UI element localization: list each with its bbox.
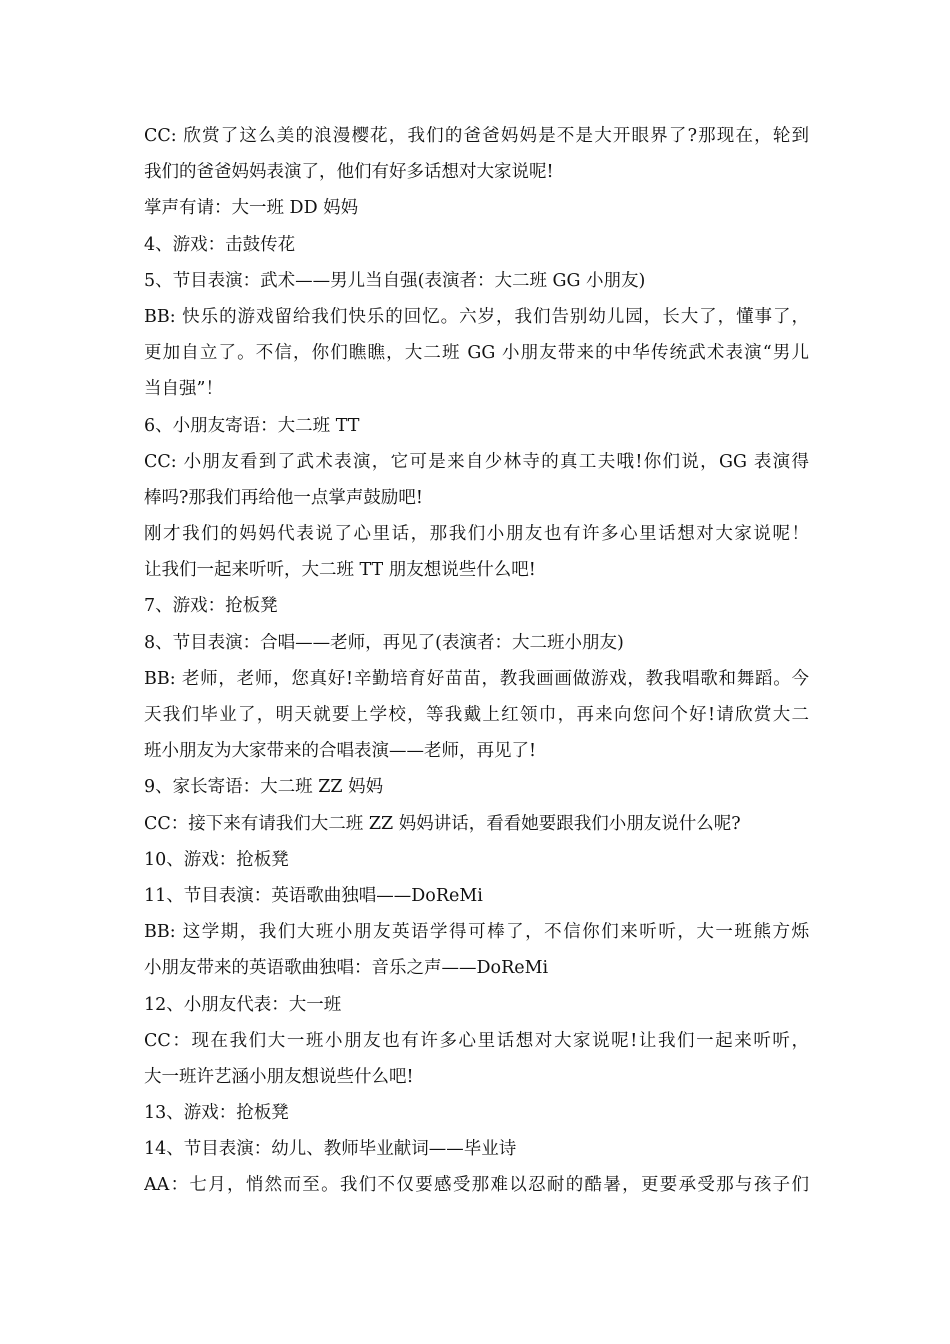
text-line: CC: 欣赏了这么美的浪漫樱花，我们的爸爸妈妈是不是大开眼界了?那现在，轮到 [144, 126, 809, 146]
text-line: 14、节目表演：幼儿、教师毕业献词——毕业诗 [144, 1139, 517, 1160]
text-line: 8、节目表演：合唱——老师，再见了(表演者：大二班小朋友) [144, 632, 624, 653]
text-line: 班小朋友为大家带来的合唱表演——老师，再见了! [144, 741, 537, 762]
text-line: BB: 这学期，我们大班小朋友英语学得可棒了，不信你们来听听，大一班熊方烁 [144, 922, 809, 943]
text-line: 6、小朋友寄语：大二班 TT [144, 415, 360, 436]
text-line: 更加自立了。不信，你们瞧瞧，大二班 GG 小朋友带来的中华传统武术表演“男儿 [144, 343, 809, 364]
text-line: 小朋友带来的英语歌曲独唱：音乐之声——DoReMi [144, 958, 549, 979]
text-line: 我们的爸爸妈妈表演了，他们有好多话想对大家说呢! [144, 162, 554, 183]
text-line: 掌声有请：大一班 DD 妈妈 [144, 198, 359, 219]
text-line: 刚才我们的妈妈代表说了心里话，那我们小朋友也有许多心里话想对大家说呢！ [144, 524, 809, 545]
document-page [144, 118, 809, 1204]
text-line: 天我们毕业了，明天就要上学校，等我戴上红领巾，再来向您问个好!请欣赏大二 [144, 705, 809, 725]
text-line: CC: 小朋友看到了武术表演，它可是来自少林寺的真工夫哦!你们说，GG 表演得 [144, 451, 809, 472]
text-line: 13、游戏：抢板凳 [144, 1103, 289, 1124]
text-line: 12、小朋友代表：大一班 [144, 994, 342, 1015]
text-line: 4、游戏：击鼓传花 [144, 234, 296, 255]
text-line: 7、游戏：抢板凳 [144, 596, 278, 617]
text-line: CC：接下来有请我们大二班 ZZ 妈妈讲话，看看她要跟我们小朋友说什么呢? [144, 813, 741, 834]
text-line: BB: 快乐的游戏留给我们快乐的回忆。六岁，我们告别幼儿园，长大了，懂事了， [144, 306, 809, 327]
text-line: 当自强”！ [144, 379, 223, 400]
text-line: 棒吗?那我们再给他一点掌声鼓励吧! [144, 487, 423, 508]
text-line: 9、家长寄语：大二班 ZZ 妈妈 [144, 777, 384, 798]
text-line: 大一班许艺涵小朋友想说些什么吧! [144, 1066, 414, 1087]
text-line: CC：现在我们大一班小朋友也有许多心里话想对大家说呢!让我们一起来听听， [144, 1030, 809, 1051]
text-line: AA：七月，悄然而至。我们不仅要感受那难以忍耐的酷暑，更要承受那与孩子们 [144, 1175, 809, 1196]
text-line: 让我们一起来听听，大二班 TT 朋友想说些什么吧! [144, 560, 536, 581]
text-line: 5、节目表演：武术——男儿当自强(表演者：大二班 GG 小朋友) [144, 270, 646, 291]
text-line: 10、游戏：抢板凳 [144, 849, 289, 870]
text-line: 11、节目表演：英语歌曲独唱——DoReMi [144, 885, 483, 906]
text-line: BB: 老师，老师，您真好!辛勤培育好苗苗，教我画画做游戏，教我唱歌和舞蹈。今 [144, 668, 809, 689]
